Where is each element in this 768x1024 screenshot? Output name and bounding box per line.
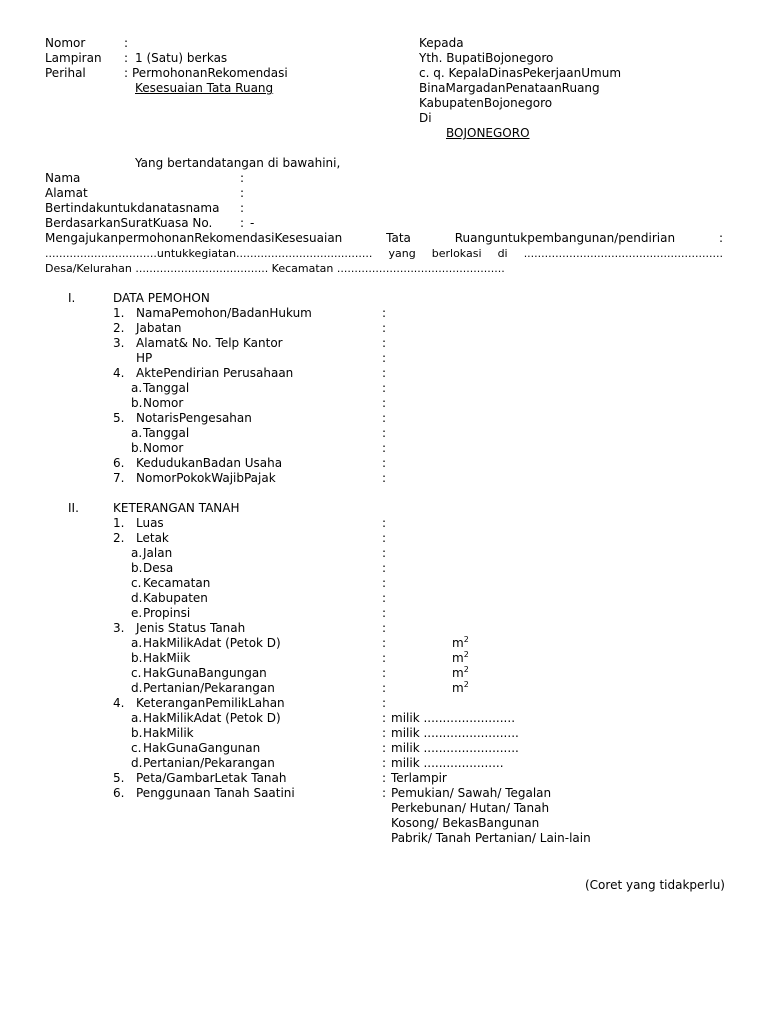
recipient-city: BOJONEGORO — [446, 126, 530, 140]
item-colon: : — [382, 651, 387, 665]
item-number: 3. — [113, 621, 125, 635]
item-number: b. — [131, 726, 143, 740]
item-label: AktePendirian Perusahaan — [136, 366, 294, 380]
nomor-label: Nomor — [45, 36, 86, 50]
area-unit — [452, 681, 469, 696]
item-label: NamaPemohon/BadanHukum — [136, 306, 312, 320]
item-value-text: m — [452, 666, 464, 680]
item-label: Kabupaten — [143, 591, 208, 605]
item-number: a. — [131, 636, 143, 650]
item-number: c. — [131, 576, 142, 590]
item-colon: : — [382, 681, 387, 695]
item-number: c. — [131, 741, 142, 755]
area-unit — [452, 666, 469, 681]
item-value — [391, 741, 519, 756]
item-label: HakMilikAdat (Petok D) — [143, 711, 281, 725]
item-label: Propinsi — [143, 606, 191, 620]
section1-title: DATA PEMOHON — [113, 291, 210, 305]
item-number: 2. — [113, 321, 125, 335]
section2-number: II. — [68, 501, 79, 515]
item-label: Jalan — [143, 546, 173, 560]
item-label: NotarisPengesahan — [136, 411, 252, 425]
item-colon: : — [382, 561, 387, 575]
item-label: HP — [136, 351, 153, 365]
item-label: KeteranganPemilikLahan — [136, 696, 285, 710]
item-label: HakMiik — [143, 651, 191, 665]
item-colon: : — [382, 321, 387, 335]
perihal-colon: : — [124, 66, 129, 80]
section2-title: KETERANGAN TANAH — [113, 501, 240, 515]
perihal-value-1: PermohonanRekomendasi — [132, 66, 288, 80]
item-number: 7. — [113, 471, 125, 485]
mengajukan-word: Tata — [386, 231, 411, 245]
area-unit — [452, 651, 469, 666]
item-label: Tanggal — [143, 381, 190, 395]
item-colon: : — [382, 306, 387, 320]
item-number: d. — [131, 681, 143, 695]
item-value-text: Pabrik/ Tanah Pertanian/ Lain-lain — [391, 831, 591, 845]
item-label: Letak — [136, 531, 169, 545]
item-colon: : — [382, 351, 387, 365]
recipient-bina-marga: BinaMargadanPenataanRuang — [419, 81, 600, 95]
surat-kuasa-label: BerdasarkanSuratKuasa No. — [45, 216, 213, 230]
recipient-kabupaten: KabupatenBojonegoro — [419, 96, 553, 110]
unit-superscript: 2 — [463, 665, 469, 674]
item-number: 4. — [113, 366, 125, 380]
mengajukan-word: : — [718, 231, 723, 245]
item-number: 6. — [113, 786, 125, 800]
item-label: Luas — [136, 516, 164, 530]
item-label: Pertanian/Pekarangan — [143, 756, 275, 770]
item-number: 1. — [113, 516, 125, 530]
bertindak-label: Bertindakuntukdanatasnama — [45, 201, 220, 215]
item-number: b. — [131, 651, 143, 665]
item-colon: : — [382, 606, 387, 620]
perihal-value-2: Kesesuaian Tata Ruang — [135, 81, 274, 95]
item-label: Penggunaan Tanah Saatini — [136, 786, 295, 800]
surat-kuasa-value: - — [250, 216, 255, 230]
item-value-text: Terlampir — [391, 771, 447, 785]
item-value — [391, 771, 447, 786]
item-colon: : — [382, 456, 387, 470]
item-value-text: m — [452, 651, 464, 665]
item-label: Tanggal — [143, 426, 190, 440]
item-colon: : — [382, 636, 387, 650]
unit-superscript: 2 — [463, 650, 469, 659]
item-value-text: milik ......................... — [391, 726, 519, 740]
item-value-text: Kosong/ BekasBangunan — [391, 816, 540, 830]
item-value — [391, 756, 504, 771]
item-value — [391, 711, 515, 726]
item-number: 5. — [113, 771, 125, 785]
item-value — [391, 831, 591, 846]
opening-sentence: Yang bertandatangan di bawahini, — [135, 156, 341, 170]
kegiatan-word: di — [497, 247, 508, 260]
item-label: Kecamatan — [143, 576, 211, 590]
item-label: KedudukanBadan Usaha — [136, 456, 283, 470]
recipient-kepada: Kepada — [419, 36, 464, 50]
item-label: Alamat& No. Telp Kantor — [136, 336, 283, 350]
item-label: Peta/GambarLetak Tanah — [136, 771, 287, 785]
recipient-di: Di — [419, 111, 432, 125]
nomor-colon: : — [124, 36, 129, 50]
unit-superscript: 2 — [463, 635, 469, 644]
item-value — [391, 726, 519, 741]
item-number: d. — [131, 756, 143, 770]
kegiatan-word: yang — [388, 247, 416, 260]
mengajukan-word: MengajukanpermohonanRekomendasiKesesuaian — [45, 231, 343, 245]
perihal-label: Perihal — [45, 66, 86, 80]
item-label: Nomor — [143, 441, 184, 455]
item-label: HakMilik — [143, 726, 194, 740]
item-number: a. — [131, 546, 143, 560]
item-colon: : — [382, 336, 387, 350]
item-label: HakMilikAdat (Petok D) — [143, 636, 281, 650]
item-label: Jenis Status Tanah — [136, 621, 246, 635]
recipient-kepala-dinas: c. q. KepalaDinasPekerjaanUmum — [419, 66, 622, 80]
item-label: HakGunaBangungan — [143, 666, 267, 680]
item-colon: : — [382, 516, 387, 530]
item-colon: : — [382, 426, 387, 440]
section1-number: I. — [68, 291, 76, 305]
footer-note: (Coret yang tidakperlu) — [585, 878, 725, 892]
item-number: 1. — [113, 306, 125, 320]
mengajukan-line — [45, 231, 723, 246]
lampiran-colon: : — [124, 51, 129, 65]
area-unit — [452, 636, 469, 651]
item-colon: : — [382, 366, 387, 380]
item-value-text: Pemukian/ Sawah/ Tegalan — [391, 786, 552, 800]
desa-kecamatan-line: Desa/Kelurahan ...................................... Kecamatan ................................................ — [45, 262, 505, 275]
item-colon: : — [382, 411, 387, 425]
kegiatan-word: berlokasi — [431, 247, 482, 260]
item-label: NomorPokokWajibPajak — [136, 471, 276, 485]
lampiran-value: 1 (Satu) berkas — [135, 51, 228, 65]
item-colon: : — [382, 531, 387, 545]
item-value-text: m — [452, 636, 464, 650]
item-number: e. — [131, 606, 143, 620]
item-number: 2. — [113, 531, 125, 545]
item-value — [391, 801, 549, 816]
item-colon: : — [382, 576, 387, 590]
kegiatan-word: ......................................................... — [523, 247, 723, 260]
item-number: d. — [131, 591, 143, 605]
kegiatan-line — [45, 246, 723, 261]
item-value-text: m — [452, 681, 464, 695]
item-number: 5. — [113, 411, 125, 425]
item-number: a. — [131, 711, 143, 725]
item-label: Jabatan — [136, 321, 182, 335]
item-colon: : — [382, 591, 387, 605]
item-colon: : — [382, 666, 387, 680]
item-number: 6. — [113, 456, 125, 470]
item-colon: : — [382, 726, 387, 740]
item-colon: : — [382, 621, 387, 635]
item-value — [391, 816, 539, 831]
lampiran-label: Lampiran — [45, 51, 102, 65]
item-colon: : — [382, 711, 387, 725]
item-number: 4. — [113, 696, 125, 710]
mengajukan-word: Ruanguntukpembangunan/pendirian — [454, 231, 676, 245]
item-colon: : — [382, 786, 387, 800]
item-colon: : — [382, 441, 387, 455]
item-value-text: Perkebunan/ Hutan/ Tanah — [391, 801, 550, 815]
item-number: a. — [131, 381, 143, 395]
item-value-text: milik ........................ — [391, 711, 516, 725]
alamat-label: Alamat — [45, 186, 88, 200]
item-colon: : — [382, 546, 387, 560]
item-label: Pertanian/Pekarangan — [143, 681, 275, 695]
item-label: HakGunaGangunan — [143, 741, 261, 755]
unit-superscript: 2 — [463, 680, 469, 689]
item-label: Nomor — [143, 396, 184, 410]
item-label: Desa — [143, 561, 174, 575]
bertindak-colon: : — [240, 201, 245, 215]
nama-label: Nama — [45, 171, 81, 185]
item-number: a. — [131, 426, 143, 440]
item-colon: : — [382, 396, 387, 410]
surat-kuasa-colon: : — [240, 216, 245, 230]
item-number: c. — [131, 666, 142, 680]
recipient-bupati: Yth. BupatiBojonegoro — [419, 51, 554, 65]
item-number: b. — [131, 396, 143, 410]
item-number: 3. — [113, 336, 125, 350]
item-colon: : — [382, 471, 387, 485]
item-colon: : — [382, 381, 387, 395]
alamat-colon: : — [240, 186, 245, 200]
item-value-text: milik ..................... — [391, 756, 504, 770]
item-value-text: milik ......................... — [391, 741, 519, 755]
item-value — [391, 786, 551, 801]
nama-colon: : — [240, 171, 245, 185]
item-colon: : — [382, 756, 387, 770]
item-colon: : — [382, 741, 387, 755]
item-colon: : — [382, 771, 387, 785]
item-colon: : — [382, 696, 387, 710]
item-number: b. — [131, 441, 143, 455]
kegiatan-word: ................................untukkegiatan....................................... — [45, 247, 373, 260]
item-number: b. — [131, 561, 143, 575]
